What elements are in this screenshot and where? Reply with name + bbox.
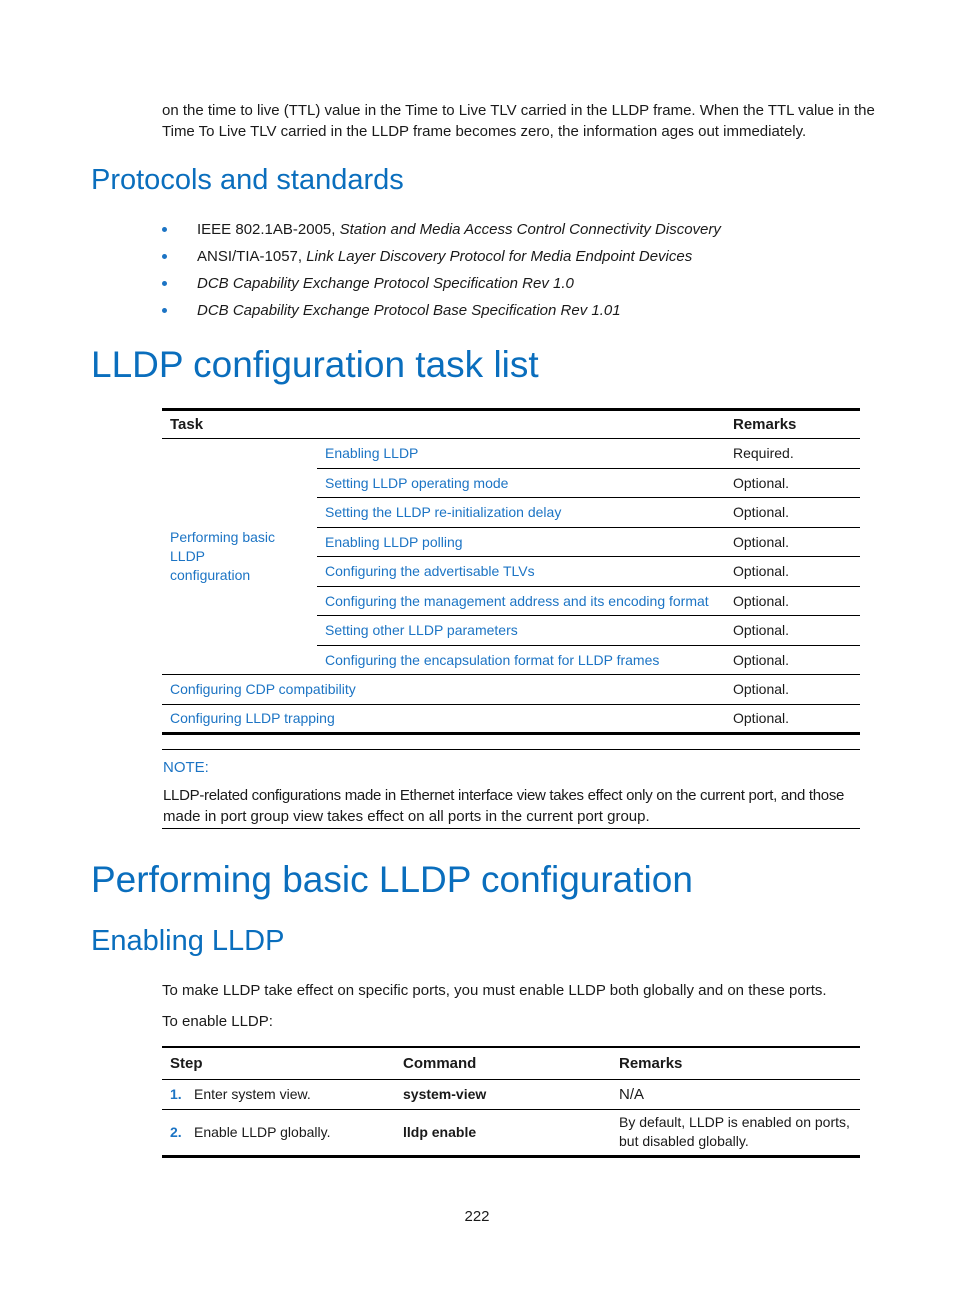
- intro-line-2: Time To Live TLV carried in the LLDP frame becomes zero, the information ages out immediately.: [162, 123, 807, 140]
- steps-table: [162, 1046, 860, 1158]
- remark-cell: Optional.: [733, 563, 790, 580]
- note-line-2: made in port group view takes effect on all ports in the current port group.: [163, 808, 650, 825]
- bullet-icon: [162, 254, 167, 259]
- table-header-row: [162, 410, 860, 439]
- note-title: NOTE:: [163, 759, 209, 776]
- step-description: Enter system view.: [194, 1086, 311, 1102]
- bullet-icon: [162, 227, 167, 232]
- remark-cell: N/A: [619, 1085, 645, 1103]
- table-row: [162, 1109, 860, 1156]
- task-link[interactable]: Setting the LLDP re-initialization delay: [325, 504, 562, 521]
- task-link[interactable]: Enabling LLDP polling: [325, 533, 463, 550]
- task-link[interactable]: Configuring the management address and its encoding format: [325, 592, 709, 609]
- remark-cell: Required.: [733, 445, 794, 462]
- intro-paragraph: [162, 100, 882, 142]
- table-row: [162, 704, 860, 733]
- task-link[interactable]: Configuring the advertisable TLVs: [325, 563, 535, 580]
- remark-cell: Optional.: [733, 651, 790, 668]
- command-cell: lldp enable: [403, 1124, 477, 1140]
- step-number: 2.: [170, 1124, 182, 1140]
- enabling-paragraph: To make LLDP take effect on specific ports, you must enable LLDP both globally and on these ports.: [162, 982, 827, 999]
- step-description: Enable LLDP globally.: [194, 1124, 331, 1140]
- remark-cell: Optional.: [733, 504, 790, 521]
- bullet-icon: [162, 308, 167, 313]
- remark-cell: Optional.: [733, 622, 790, 639]
- step-number: 1.: [170, 1086, 182, 1102]
- remark-cell: Optional.: [733, 681, 790, 698]
- basic-config-heading: Performing basic LLDP configuration: [91, 859, 693, 900]
- task-list-heading: LLDP configuration task list: [91, 344, 539, 385]
- intro-line-1: on the time to live (TTL) value in the Time to Live TLV carried in the LLDP frame. When the TTL value in the: [162, 102, 875, 119]
- table-header-row: [162, 1047, 860, 1079]
- task-link[interactable]: Configuring the encapsulation format for LLDP frames: [325, 651, 660, 668]
- table-row: [162, 439, 860, 469]
- list-item: IEEE 802.1AB-2005, Station and Media Access Control Connectivity Discovery: [162, 216, 721, 243]
- header-remarks: Remarks: [619, 1054, 683, 1072]
- table-row: [162, 1079, 860, 1109]
- command-cell: system-view: [403, 1086, 487, 1102]
- step-cell: [162, 1079, 395, 1109]
- protocols-heading: Protocols and standards: [91, 164, 404, 196]
- header-step: Step: [170, 1054, 203, 1072]
- header-task: Task: [170, 416, 204, 433]
- task-link[interactable]: Configuring CDP compatibility: [170, 681, 356, 698]
- page-number: 222: [464, 1208, 490, 1225]
- task-link[interactable]: Configuring LLDP trapping: [170, 710, 335, 726]
- remark-cell: Optional.: [733, 710, 790, 726]
- protocols-list: [162, 216, 721, 324]
- header-command: Command: [403, 1054, 477, 1072]
- header-remarks: Remarks: [733, 416, 797, 433]
- task-link[interactable]: Setting LLDP operating mode: [325, 474, 509, 491]
- task-link[interactable]: Setting other LLDP parameters: [325, 622, 518, 639]
- step-cell: [162, 1109, 395, 1156]
- task-link[interactable]: Enabling LLDP: [325, 445, 419, 462]
- enabling-intro: To enable LLDP:: [162, 1013, 273, 1030]
- list-item: ANSI/TIA-1057, Link Layer Discovery Protocol for Media Endpoint Devices: [162, 243, 721, 270]
- remark-cell: By default, LLDP is enabled on ports, but disabled globally.: [619, 1114, 850, 1149]
- list-item: DCB Capability Exchange Protocol Base Specification Rev 1.01: [162, 297, 721, 324]
- remark-cell: Optional.: [733, 474, 790, 491]
- enabling-heading: Enabling LLDP: [91, 925, 285, 957]
- note-line-1: LLDP-related configurations made in Ethernet interface view takes effect only on the current port, and those: [163, 787, 845, 804]
- list-item: DCB Capability Exchange Protocol Specification Rev 1.0: [162, 270, 721, 297]
- group-label[interactable]: Performing basic LLDP configuration: [170, 529, 276, 583]
- bullet-icon: [162, 281, 167, 286]
- remark-cell: Optional.: [733, 592, 790, 609]
- table-row: [162, 675, 860, 705]
- task-table: [162, 408, 860, 735]
- note-box: [162, 749, 860, 829]
- remark-cell: Optional.: [733, 533, 790, 550]
